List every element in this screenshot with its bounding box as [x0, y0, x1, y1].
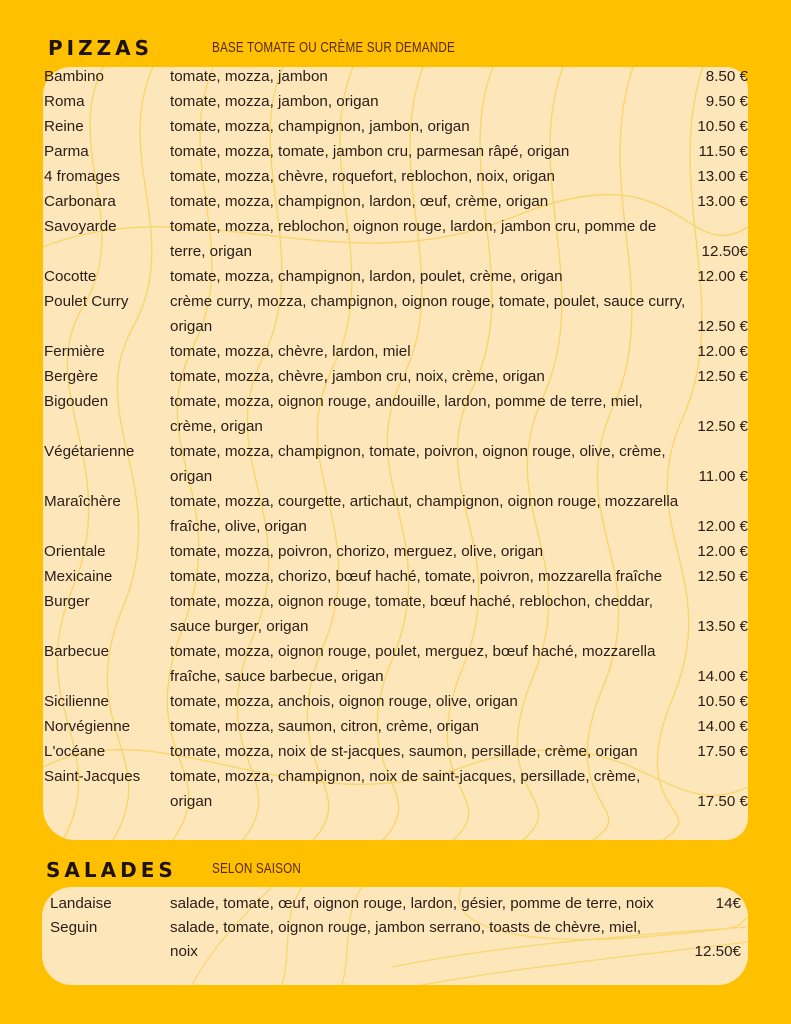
- item-description: tomate, mozza, champignon, lardon, poulet, crème, origan: [170, 268, 563, 285]
- menu-item-pizza: [44, 539, 748, 564]
- item-name: Bergère: [44, 368, 99, 385]
- item-name: Burger: [44, 593, 90, 610]
- item-description: tomate, mozza, chorizo, bœuf haché, tomate, poivron, mozzarella fraîche: [170, 568, 663, 585]
- menu-item-pizza: [44, 339, 748, 364]
- item-price: 14.00 €: [697, 668, 748, 685]
- item-price: 12.00 €: [697, 518, 748, 535]
- item-name: Norvégienne: [44, 718, 131, 735]
- item-description: tomate, mozza, jambon, origan: [170, 93, 379, 110]
- item-name: Poulet Curry: [44, 293, 129, 310]
- menu-item-pizza: [44, 764, 748, 814]
- item-price: 12.00 €: [697, 268, 748, 285]
- item-name: Seguin: [50, 919, 98, 936]
- item-description: tomate, mozza, courgette, artichaut, champignon, oignon rouge, mozzarella fraîche, olive, origan: [170, 493, 679, 535]
- menu-item-pizza: [44, 589, 748, 639]
- item-price: 8.50 €: [705, 68, 748, 85]
- menu-item-pizza: [44, 164, 748, 189]
- item-description: tomate, mozza, champignon, tomate, poivron, oignon rouge, olive, crème, origan: [170, 443, 666, 485]
- item-price: 10.50 €: [697, 693, 748, 710]
- item-description: tomate, mozza, oignon rouge, poulet, merguez, bœuf haché, mozzarella fraîche, sauce barbecue, origan: [170, 643, 656, 685]
- menu-item-pizza: [44, 364, 748, 389]
- item-price: 13.50 €: [697, 618, 748, 635]
- item-price: 11.50 €: [698, 143, 748, 160]
- menu-item-pizza: [44, 439, 748, 489]
- item-name: Parma: [44, 143, 89, 160]
- item-price: 17.50 €: [697, 793, 748, 810]
- item-name: 4 fromages: [44, 168, 120, 185]
- menu-item-pizza: [44, 114, 748, 139]
- menu-item-pizza: [44, 189, 748, 214]
- menu-item-salad: [50, 892, 741, 916]
- item-description: salade, tomate, oignon rouge, jambon serrano, toasts de chèvre, miel, noix: [170, 919, 642, 960]
- item-price: 10.50 €: [697, 118, 748, 135]
- item-description: tomate, mozza, chèvre, jambon cru, noix, crème, origan: [170, 368, 545, 385]
- menu-item-pizza: [44, 264, 748, 289]
- item-price: 13.00 €: [697, 168, 748, 185]
- menu-item-pizza: [44, 64, 748, 89]
- item-name: Bambino: [44, 68, 104, 85]
- item-description: crème curry, mozza, champignon, oignon rouge, tomate, poulet, sauce curry, origan: [170, 293, 686, 335]
- item-price: 14.00 €: [697, 718, 748, 735]
- salad-list: [50, 892, 741, 964]
- item-description: tomate, mozza, noix de st-jacques, saumon, persillade, crème, origan: [170, 743, 638, 760]
- item-description: tomate, mozza, jambon: [170, 68, 328, 85]
- item-description: tomate, mozza, reblochon, oignon rouge, lardon, jambon cru, pomme de terre, origan: [170, 218, 657, 260]
- menu-item-pizza: [44, 139, 748, 164]
- item-description: tomate, mozza, champignon, jambon, origan: [170, 118, 470, 135]
- item-price: 12.50 €: [697, 568, 748, 585]
- item-name: Cocotte: [44, 268, 97, 285]
- menu-item-pizza: [44, 714, 748, 739]
- pizza-list: [44, 64, 748, 814]
- menu-item-pizza: [44, 214, 748, 264]
- item-description: tomate, mozza, poivron, chorizo, merguez, olive, origan: [170, 543, 544, 560]
- menu-item-pizza: [44, 639, 748, 689]
- item-name: Barbecue: [44, 643, 110, 660]
- item-name: Reine: [44, 118, 84, 135]
- item-name: L'océane: [44, 743, 106, 760]
- menu-item-pizza: [44, 389, 748, 439]
- item-price: 12.50 €: [697, 318, 748, 335]
- item-description: tomate, mozza, oignon rouge, tomate, bœuf haché, reblochon, cheddar, sauce burger, origan: [170, 593, 653, 635]
- item-description: tomate, mozza, champignon, lardon, œuf, crème, origan: [170, 193, 549, 210]
- menu-item-pizza: [44, 739, 748, 764]
- item-price: 13.00 €: [697, 193, 748, 210]
- item-price: 17.50 €: [697, 743, 748, 760]
- menu-item-pizza: [44, 489, 748, 539]
- item-description: tomate, mozza, champignon, noix de saint-jacques, persillade, crème, origan: [170, 768, 641, 810]
- item-description: salade, tomate, œuf, oignon rouge, lardon, gésier, pomme de terre, noix: [170, 895, 654, 912]
- menu-item-pizza: [44, 289, 748, 339]
- item-price: 12.50 €: [697, 418, 748, 435]
- salades-title: SALADES: [46, 858, 177, 882]
- pizzas-title: PIZZAS: [48, 36, 153, 60]
- pizzas-subtitle: BASE TOMATE OU CRÈME SUR DEMANDE: [212, 39, 455, 56]
- item-description: tomate, mozza, tomate, jambon cru, parmesan râpé, origan: [170, 143, 570, 160]
- menu-item-salad: [50, 916, 741, 964]
- item-name: Sicilienne: [44, 693, 110, 710]
- salades-subtitle: SELON SAISON: [212, 860, 302, 877]
- item-name: Bigouden: [44, 393, 109, 410]
- item-price: 11.00 €: [698, 468, 748, 485]
- item-name: Mexicaine: [44, 568, 113, 585]
- item-price: 9.50 €: [705, 93, 748, 110]
- item-name: Maraîchère: [44, 493, 121, 510]
- item-price: 12.50€: [694, 943, 741, 960]
- item-price: 12.50 €: [697, 368, 748, 385]
- menu-item-pizza: [44, 564, 748, 589]
- item-name: Saint-Jacques: [44, 768, 141, 785]
- item-name: Orientale: [44, 543, 106, 560]
- item-price: 14€: [715, 895, 741, 912]
- item-name: Landaise: [50, 895, 112, 912]
- item-name: Végétarienne: [44, 443, 135, 460]
- item-name: Roma: [44, 93, 85, 110]
- menu-item-pizza: [44, 689, 748, 714]
- item-description: tomate, mozza, oignon rouge, andouille, lardon, pomme de terre, miel, crème, origan: [170, 393, 643, 435]
- item-name: Savoyarde: [44, 218, 117, 235]
- item-description: tomate, mozza, chèvre, lardon, miel: [170, 343, 411, 360]
- item-name: Fermière: [44, 343, 105, 360]
- item-price: 12.00 €: [697, 343, 748, 360]
- item-description: tomate, mozza, chèvre, roquefort, reblochon, noix, origan: [170, 168, 555, 185]
- menu-item-pizza: [44, 89, 748, 114]
- item-description: tomate, mozza, anchois, oignon rouge, olive, origan: [170, 693, 518, 710]
- item-name: Carbonara: [44, 193, 116, 210]
- item-price: 12.00 €: [697, 543, 748, 560]
- item-price: 12.50€: [701, 243, 748, 260]
- item-description: tomate, mozza, saumon, citron, crème, origan: [170, 718, 479, 735]
